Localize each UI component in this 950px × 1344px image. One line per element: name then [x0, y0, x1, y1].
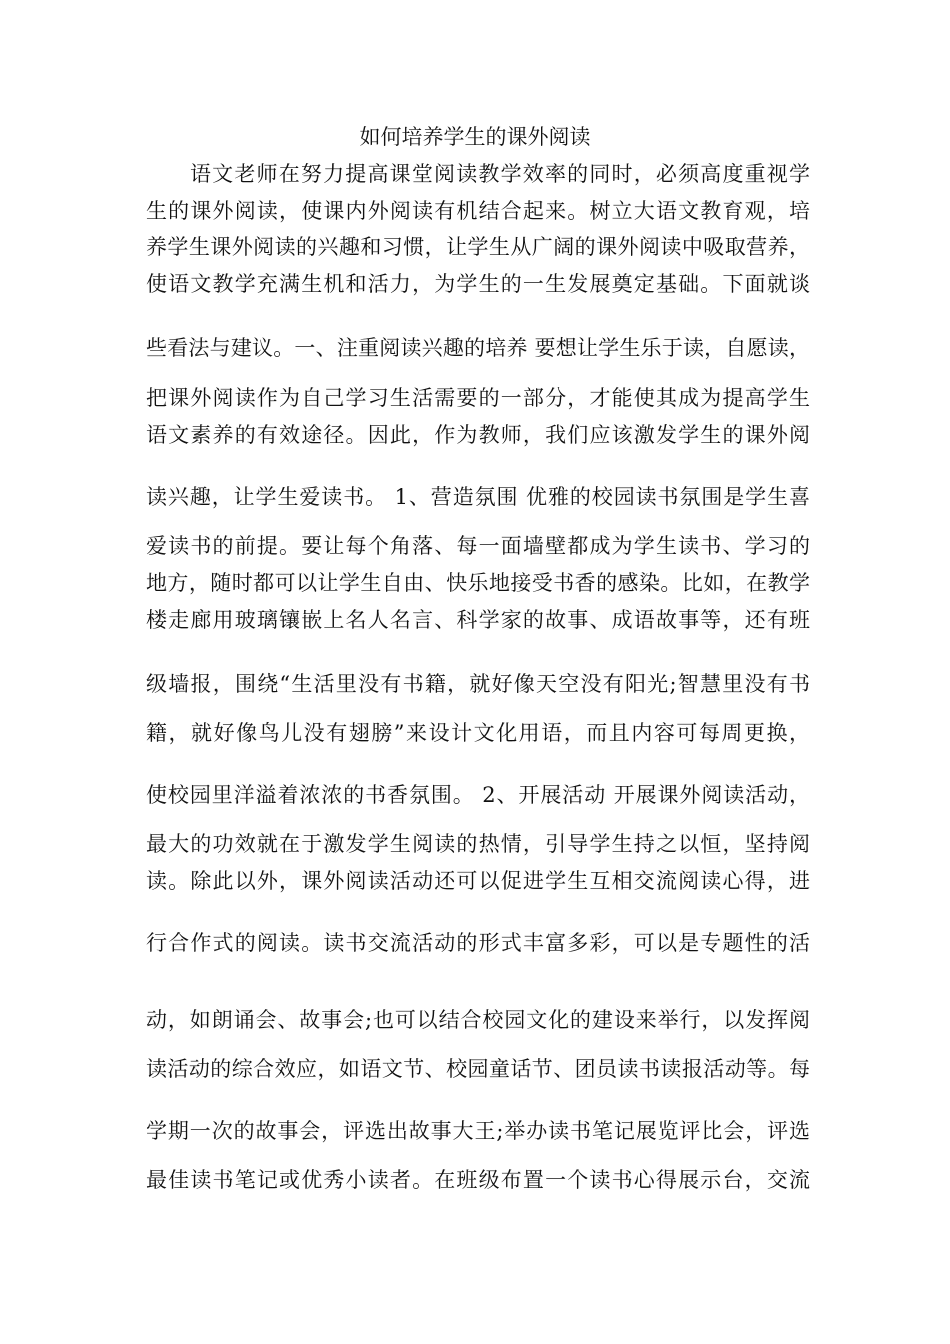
paragraph-line: 把课外阅读作为自己学习生活需要的一部分，才能使其成为提高学生 [146, 386, 810, 410]
paragraph-line: 最佳读书笔记或优秀小读者。在班级布置一个读书心得展示台，交流 [146, 1168, 810, 1192]
paragraph-line: 籍，就好像鸟儿没有翅膀”来设计文化用语，而且内容可每周更换， [146, 721, 810, 745]
paragraph-line: 使校园里洋溢着浓浓的书香氛围。 2、开展活动 开展课外阅读活动， [146, 783, 810, 807]
document-title: 如何培养学生的课外阅读 [359, 125, 591, 149]
paragraph-line: 动，如朗诵会、故事会;也可以结合校园文化的建设来举行，以发挥阅 [146, 1008, 810, 1032]
paragraph-line: 最大的功效就在于激发学生阅读的热情，引导学生持之以恒，坚持阅 [146, 832, 810, 856]
paragraph-line: 语文素养的有效途径。因此，作为教师，我们应该激发学生的课外阅 [146, 423, 810, 447]
paragraph-line: 些看法与建议。一、注重阅读兴趣的培养 要想让学生乐于读，自愿读， [146, 336, 810, 360]
paragraph-line: 楼走廊用玻璃镶嵌上名人名言、科学家的故事、成语故事等，还有班 [146, 608, 810, 632]
paragraph-line: 语文老师在努力提高课堂阅读教学效率的同时，必须高度重视学 [190, 162, 810, 186]
paragraph-line: 养学生课外阅读的兴趣和习惯，让学生从广阔的课外阅读中吸取营养， [146, 235, 810, 259]
paragraph-line: 读活动的综合效应，如语文节、校园童话节、团员读书读报活动等。每 [146, 1057, 810, 1081]
paragraph-line: 使语文教学充满生机和活力，为学生的一生发展奠定基础。下面就谈 [146, 272, 810, 296]
paragraph-line: 级墙报，围绕“生活里没有书籍，就好像天空没有阳光;智慧里没有书 [146, 672, 810, 696]
paragraph-line: 读。除此以外，课外阅读活动还可以促进学生互相交流阅读心得，进 [146, 869, 810, 893]
paragraph-line: 行合作式的阅读。读书交流活动的形式丰富多彩，可以是专题性的活 [146, 931, 810, 955]
paragraph-line: 爱读书的前提。要让每个角落、每一面墙壁都成为学生读书、学习的 [146, 534, 810, 558]
paragraph-line: 地方，随时都可以让学生自由、快乐地接受书香的感染。比如，在教学 [146, 571, 810, 595]
paragraph-line: 读兴趣，让学生爱读书。 1、营造氛围 优雅的校园读书氛围是学生喜 [146, 485, 810, 509]
paragraph-line: 学期一次的故事会，评选出故事大王;举办读书笔记展览评比会，评选 [146, 1119, 810, 1143]
paragraph-line: 生的课外阅读，使课内外阅读有机结合起来。树立大语文教育观，培 [146, 199, 810, 223]
